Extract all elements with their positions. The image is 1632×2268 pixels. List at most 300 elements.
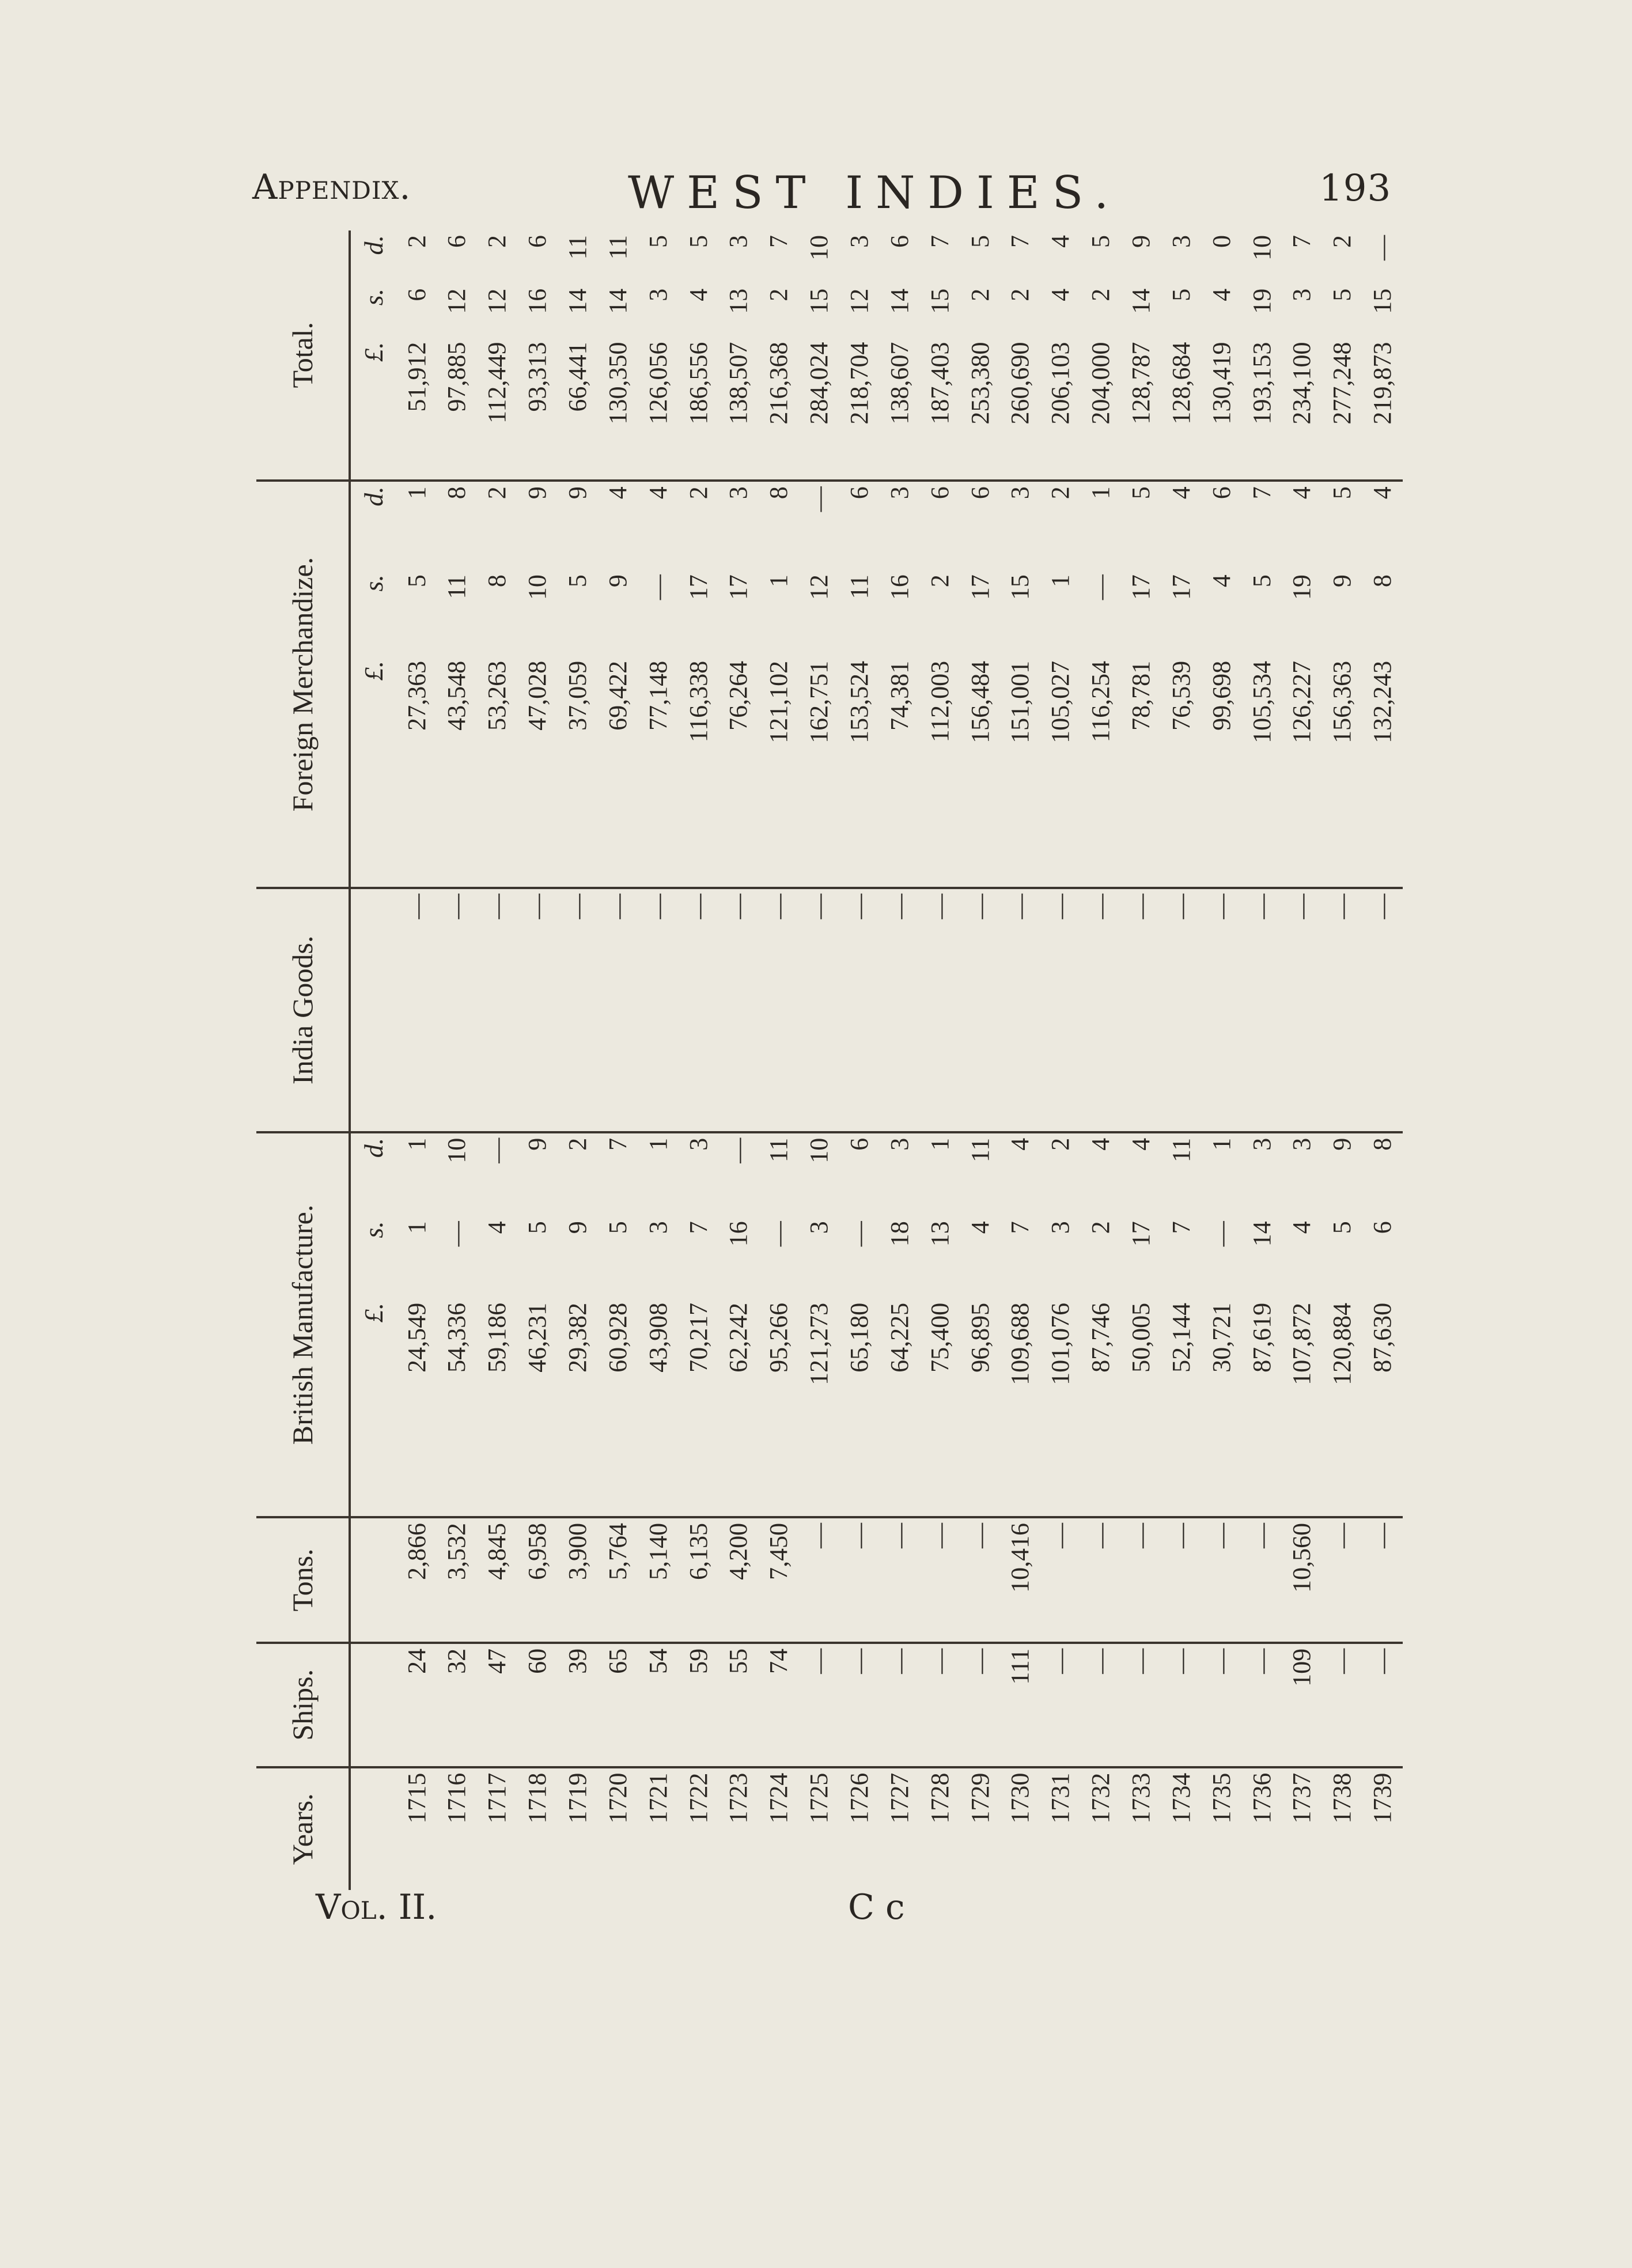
row-india-goods: — [839,888,880,1132]
row-total-pence: 6 [523,235,552,248]
row-total-shillings: 14 [1127,288,1156,314]
row-india-goods: — [437,888,477,1132]
row-foreign-pence: 7 [1247,486,1276,500]
row-ships: 111 [1000,1643,1040,1767]
row-year: 1719 [563,1772,592,1824]
row-tons: 7,450 [759,1517,799,1643]
page-footer [0,1887,1632,1945]
row-ships: — [1241,1643,1282,1767]
row-total-shillings: 19 [1247,288,1276,314]
row-total-pence: 7 [925,235,954,248]
row-foreign-shillings: 2 [925,574,954,588]
row-british-shillings: 3 [643,1221,672,1234]
row-british-shillings: 7 [684,1221,713,1234]
row-foreign-pence: 2 [684,486,713,500]
row-british-pence: 4 [1006,1137,1035,1151]
row-india-goods: — [517,888,558,1132]
row-total-shillings: 13 [724,288,753,314]
row-year: 1721 [643,1772,672,1824]
table-row [759,230,799,1890]
row-total-pence: 3 [845,235,874,248]
table-row [1282,230,1322,1890]
row-india-goods: — [1161,888,1201,1132]
row-foreign-pounds: 47,028 [517,656,558,888]
row-total-pence: 7 [1288,235,1316,248]
row-total-pounds: 97,885 [437,337,477,481]
row-total-pence: 3 [1167,235,1195,248]
row-british-shillings: — [1207,1221,1236,1247]
unit-shillings: s. [359,1221,389,1238]
row-british-pounds: 87,619 [1241,1298,1282,1517]
unit-pence: d. [359,1137,389,1158]
row-british-pounds: 75,400 [919,1298,960,1517]
row-foreign-pounds: 126,227 [1282,656,1322,888]
table-row [477,230,517,1890]
row-tons: — [1362,1517,1403,1643]
row-total-shillings: 4 [1207,288,1236,301]
row-total-pence: 7 [1006,235,1035,248]
row-total-shillings: 14 [563,288,592,314]
row-british-shillings: 4 [965,1221,994,1234]
row-total-pounds: 204,000 [1081,337,1121,481]
row-tons: — [1081,1517,1121,1643]
row-foreign-shillings: 16 [885,574,914,600]
row-british-pence: 4 [1086,1137,1115,1151]
row-foreign-shillings: 9 [603,574,632,588]
row-india-goods: — [759,888,799,1132]
row-india-goods: — [597,888,638,1132]
ledger-table-frame [256,230,1403,1890]
row-total-pounds: 284,024 [799,337,839,481]
row-total-pence: 4 [1046,235,1075,248]
col-years: Years. [256,1767,350,1890]
row-year: 1731 [1046,1772,1075,1824]
row-foreign-shillings: 17 [724,574,753,600]
row-total-pounds: 216,368 [759,337,799,481]
row-foreign-shillings: 19 [1288,574,1316,600]
row-total-pounds: 193,153 [1241,337,1282,481]
row-tons: — [1322,1517,1362,1643]
row-total-shillings: 2 [965,288,994,301]
row-year: 1729 [965,1772,994,1824]
row-india-goods: — [678,888,718,1132]
row-british-shillings: 2 [1086,1221,1115,1234]
row-ships: 54 [638,1643,678,1767]
row-british-pence: 4 [1127,1137,1156,1151]
table-row [799,230,839,1890]
col-ships: Ships. [256,1643,350,1767]
row-british-pounds: 24,549 [396,1298,437,1517]
row-india-goods: — [1081,888,1121,1132]
table-row [839,230,880,1890]
row-total-shillings: 15 [805,288,834,314]
row-total-pounds: 234,100 [1282,337,1322,481]
row-foreign-pence: 4 [1167,486,1195,500]
row-british-pounds: 65,180 [839,1298,880,1517]
row-total-pence: 10 [1247,235,1276,260]
row-foreign-pence: 3 [724,486,753,500]
row-british-shillings: 16 [724,1221,753,1247]
table-row [1040,230,1081,1890]
row-tons: 4,845 [477,1517,517,1643]
row-india-goods: — [558,888,598,1132]
row-india-goods: — [718,888,759,1132]
row-british-pounds: 87,746 [1081,1298,1121,1517]
table-row [1081,230,1121,1890]
row-british-shillings: — [442,1221,471,1247]
row-total-pounds: 128,787 [1121,337,1161,481]
row-foreign-pounds: 27,363 [396,656,437,888]
row-foreign-pence: 4 [603,486,632,500]
row-year: 1726 [845,1772,874,1824]
row-india-goods: — [1241,888,1282,1132]
row-year: 1722 [684,1772,713,1824]
row-total-pence: 2 [402,235,431,248]
table-row [638,230,678,1890]
table-row [396,230,437,1890]
row-british-pounds: 64,225 [879,1298,919,1517]
row-total-pounds: 126,056 [638,337,678,481]
row-total-pounds: 277,248 [1322,337,1362,481]
row-total-shillings: 3 [1288,288,1316,301]
row-foreign-shillings: 11 [845,574,874,599]
row-total-shillings: 3 [643,288,672,301]
row-british-pence: 11 [965,1137,994,1163]
row-british-pounds: 59,186 [477,1298,517,1517]
row-foreign-pence: 8 [764,486,793,500]
row-british-pounds: 50,005 [1121,1298,1161,1517]
row-year: 1720 [603,1772,632,1824]
row-british-pence: 6 [845,1137,874,1151]
row-tons: — [1121,1517,1161,1643]
row-foreign-shillings: 5 [563,574,592,588]
row-foreign-pounds: 37,059 [558,656,598,888]
unit-pounds: £. [350,337,396,481]
row-ships: 74 [759,1643,799,1767]
row-total-shillings: 5 [1328,288,1357,301]
row-total-pounds: 219,873 [1362,337,1403,481]
row-foreign-pounds: 105,027 [1040,656,1081,888]
row-british-shillings: 3 [1046,1221,1075,1234]
row-year: 1715 [402,1772,431,1824]
unit-pence: d. [359,486,389,506]
row-india-goods: — [1322,888,1362,1132]
header-row [256,230,350,1890]
row-total-pence: 11 [603,235,632,260]
row-british-pounds: 96,895 [960,1298,1000,1517]
row-india-goods: — [960,888,1000,1132]
row-india-goods: — [1121,888,1161,1132]
row-british-shillings: — [764,1221,793,1247]
unit-shillings: s. [359,288,389,306]
row-total-pounds: 66,441 [558,337,598,481]
row-british-pence: 10 [442,1137,471,1163]
row-foreign-pounds: 132,243 [1362,656,1403,888]
row-year: 1716 [442,1772,471,1824]
row-british-pence: 1 [402,1137,431,1151]
row-foreign-shillings: 8 [1368,574,1397,588]
row-year: 1733 [1127,1772,1156,1824]
row-india-goods: — [396,888,437,1132]
unit-shillings: s. [359,574,389,592]
row-tons: 3,532 [437,1517,477,1643]
row-ships: — [1322,1643,1362,1767]
table-row [879,230,919,1890]
table-row [960,230,1000,1890]
row-british-pence: — [483,1137,512,1163]
row-british-shillings: 14 [1247,1221,1276,1247]
col-india-goods: India Goods. [256,888,350,1132]
row-foreign-pence: 6 [1207,486,1236,500]
row-british-pounds: 70,217 [678,1298,718,1517]
row-india-goods: — [879,888,919,1132]
row-total-pence: 11 [563,235,592,260]
unit-pence: d. [359,235,389,255]
row-ships: 39 [558,1643,598,1767]
row-foreign-pence: — [805,486,834,512]
row-foreign-shillings: 15 [1006,574,1035,600]
row-foreign-shillings: 17 [1167,574,1195,600]
row-tons: — [1161,1517,1201,1643]
row-foreign-shillings: 1 [764,574,793,588]
row-british-pence: 1 [643,1137,672,1151]
row-foreign-shillings: 4 [1207,574,1236,588]
row-year: 1736 [1247,1772,1276,1824]
row-ships: 32 [437,1643,477,1767]
row-tons: 4,200 [718,1517,759,1643]
row-total-pounds: 128,684 [1161,337,1201,481]
row-india-goods: — [919,888,960,1132]
row-total-shillings: 12 [483,288,512,314]
row-foreign-pounds: 156,484 [960,656,1000,888]
row-foreign-pounds: 116,338 [678,656,718,888]
row-year: 1732 [1086,1772,1115,1824]
row-year: 1724 [764,1772,793,1824]
row-foreign-pence: 4 [1288,486,1316,500]
table-row [1241,230,1282,1890]
row-british-shillings: — [845,1221,874,1247]
row-foreign-pounds: 43,548 [437,656,477,888]
row-total-pounds: 187,403 [919,337,960,481]
row-foreign-pence: 5 [1328,486,1357,500]
col-foreign-merchandize: Foreign Merchandize. [256,481,350,888]
row-year: 1723 [724,1772,753,1824]
row-total-shillings: 6 [402,288,431,301]
row-ships: 55 [718,1643,759,1767]
table-row [1121,230,1161,1890]
row-british-pounds: 43,908 [638,1298,678,1517]
row-british-pence: 3 [684,1137,713,1151]
row-ships: 59 [678,1643,718,1767]
row-british-pounds: 52,144 [1161,1298,1201,1517]
header-title: WEST INDIES. [628,167,1122,219]
row-total-pence: 3 [724,235,753,248]
row-total-shillings: 4 [684,288,713,301]
row-ships: 109 [1282,1643,1322,1767]
row-british-pence: 9 [1328,1137,1357,1151]
row-india-goods: — [1000,888,1040,1132]
row-british-shillings: 3 [805,1221,834,1234]
row-british-pounds: 120,884 [1322,1298,1362,1517]
volume-label: Vol. II. [316,1887,437,1927]
row-foreign-pounds: 105,534 [1241,656,1282,888]
row-total-shillings: 15 [925,288,954,314]
row-foreign-pounds: 69,422 [597,656,638,888]
row-foreign-shillings: 17 [1127,574,1156,600]
row-india-goods: — [1040,888,1081,1132]
row-tons: — [919,1517,960,1643]
row-total-shillings: 14 [885,288,914,314]
row-foreign-pence: 4 [1368,486,1397,500]
row-british-pounds: 54,336 [437,1298,477,1517]
row-year: 1730 [1006,1772,1035,1824]
ledger-table [256,230,1403,1890]
row-british-pence: — [724,1137,753,1163]
row-ships: 47 [477,1643,517,1767]
ledger-body [350,230,1403,1890]
row-year: 1728 [925,1772,954,1824]
row-british-shillings: 4 [1288,1221,1316,1234]
row-total-pounds: 253,380 [960,337,1000,481]
row-british-shillings: 7 [1006,1221,1035,1234]
table-row [1000,230,1040,1890]
row-british-pence: 1 [925,1137,954,1151]
row-tons: 6,958 [517,1517,558,1643]
row-foreign-shillings: 5 [1247,574,1276,588]
row-foreign-pence: 8 [442,486,471,500]
row-british-shillings: 18 [885,1221,914,1247]
row-british-pounds: 29,382 [558,1298,598,1517]
row-india-goods: — [1362,888,1403,1132]
row-british-shillings: 9 [563,1221,592,1234]
row-year: 1727 [885,1772,914,1824]
row-ships: — [919,1643,960,1767]
unit-pounds: £. [350,656,396,888]
row-foreign-pounds: 77,148 [638,656,678,888]
row-total-shillings: 2 [1006,288,1035,301]
row-foreign-shillings: 1 [1046,574,1075,588]
row-ships: 65 [597,1643,638,1767]
row-ships: — [1362,1643,1403,1767]
row-british-pence: 10 [805,1137,834,1163]
row-british-pence: 2 [563,1137,592,1151]
row-india-goods: — [799,888,839,1132]
row-foreign-pence: 6 [925,486,954,500]
row-british-pence: 9 [523,1137,552,1151]
row-foreign-shillings: 12 [805,574,834,600]
row-foreign-pounds: 151,001 [1000,656,1040,888]
table-row [718,230,759,1890]
table-row [437,230,477,1890]
row-total-shillings: 4 [1046,288,1075,301]
row-foreign-pounds: 76,539 [1161,656,1201,888]
row-tons: — [960,1517,1000,1643]
row-tons: — [1241,1517,1282,1643]
row-tons: 10,560 [1282,1517,1322,1643]
row-total-pounds: 218,704 [839,337,880,481]
row-foreign-pounds: 74,381 [879,656,919,888]
row-foreign-pounds: 162,751 [799,656,839,888]
row-foreign-pounds: 53,263 [477,656,517,888]
row-british-pounds: 121,273 [799,1298,839,1517]
row-british-shillings: 4 [483,1221,512,1234]
row-ships: — [879,1643,919,1767]
row-british-pence: 3 [1247,1137,1276,1151]
table-row [517,230,558,1890]
row-british-pence: 8 [1368,1137,1397,1151]
row-british-pence: 1 [1207,1137,1236,1151]
row-british-pence: 3 [885,1137,914,1151]
row-foreign-pence: 6 [965,486,994,500]
row-foreign-pence: 3 [1006,486,1035,500]
row-india-goods: — [1282,888,1322,1132]
row-tons: — [839,1517,880,1643]
row-year: 1739 [1368,1772,1397,1824]
row-total-shillings: 12 [845,288,874,314]
row-tons: — [879,1517,919,1643]
table-row [1362,230,1403,1890]
row-ships: — [799,1643,839,1767]
row-india-goods: — [1201,888,1241,1132]
row-total-shillings: 14 [603,288,632,314]
row-british-shillings: 13 [925,1221,954,1247]
row-foreign-pence: 2 [483,486,512,500]
row-british-pounds: 109,688 [1000,1298,1040,1517]
row-tons: 5,764 [597,1517,638,1643]
row-total-shillings: 5 [1167,288,1195,301]
table-row [1161,230,1201,1890]
row-year: 1718 [523,1772,552,1824]
table-row [558,230,598,1890]
row-ships: — [1040,1643,1081,1767]
table-row [1201,230,1241,1890]
unit-row [350,230,396,1890]
row-total-pounds: 186,556 [678,337,718,481]
row-ships: — [960,1643,1000,1767]
row-foreign-pence: 1 [402,486,431,500]
row-british-pounds: 30,721 [1201,1298,1241,1517]
row-foreign-pence: 1 [1086,486,1115,500]
row-british-pounds: 87,630 [1362,1298,1403,1517]
row-british-pence: 11 [1167,1137,1195,1163]
row-total-pence: 6 [885,235,914,248]
row-british-shillings: 5 [1328,1221,1357,1234]
signature-mark: C c [848,1887,905,1927]
row-british-pence: 2 [1046,1137,1075,1151]
row-british-shillings: 1 [402,1221,431,1234]
row-tons: 6,135 [678,1517,718,1643]
row-british-pence: 11 [764,1137,793,1163]
row-total-pounds: 93,313 [517,337,558,481]
col-british-manufacture: British Manufacture. [256,1132,350,1517]
row-tons: — [1040,1517,1081,1643]
row-year: 1735 [1207,1772,1236,1824]
row-british-pence: 7 [603,1137,632,1151]
row-foreign-pounds: 76,264 [718,656,759,888]
row-ships: 24 [396,1643,437,1767]
row-british-pounds: 60,928 [597,1298,638,1517]
row-tons: 5,140 [638,1517,678,1643]
row-year: 1734 [1167,1772,1195,1824]
row-foreign-pence: 4 [643,486,672,500]
row-year: 1717 [483,1772,512,1824]
row-foreign-pence: 3 [885,486,914,500]
row-total-pounds: 130,350 [597,337,638,481]
row-total-pence: 6 [442,235,471,248]
row-tons: 2,866 [396,1517,437,1643]
row-foreign-pounds: 121,102 [759,656,799,888]
row-foreign-pence: 9 [523,486,552,500]
